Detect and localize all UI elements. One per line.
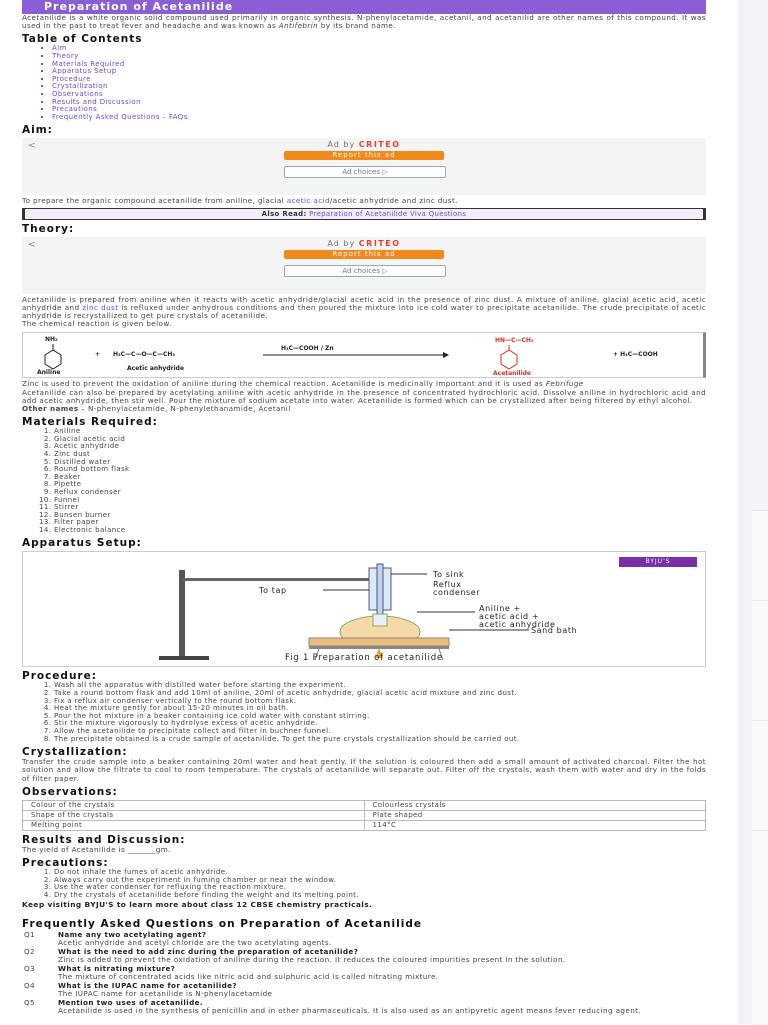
- table-cell: Melting point: [23, 820, 365, 830]
- precautions-list: [22, 869, 706, 899]
- material-item: 4. Zinc dust: [54, 451, 706, 459]
- ad-choices-icon-2: ▷: [382, 266, 388, 275]
- theory-p3: Zinc is used to prevent the oxidation of aniline during the chemical reaction. Acetanilide is medicinally important and it is used as: [22, 379, 544, 389]
- ad-choices-button-2[interactable]: [284, 265, 446, 277]
- febrifuge-text: Febrifuge: [545, 379, 584, 389]
- faq-question-text: What is the IUPAC name for acetanilide?: [58, 980, 237, 990]
- zinc-dust-link[interactable]: zinc dust: [82, 302, 119, 312]
- stand-rod: [179, 570, 185, 658]
- results-heading: Results and Discussion:: [22, 833, 186, 846]
- ad-banner-2[interactable]: [22, 237, 706, 294]
- ad-by-text: Ad by: [327, 140, 356, 150]
- criteo-logo: CRITEO: [358, 140, 401, 150]
- crystallization-text: Transfer the crude sample into a beaker containing 20ml water and heat gently. If the solution is coloured then add a small amount of activated charcoal. Filter the hot solution and allow the filtrate to cool to room temperature. The crystals of acetanilide will separate out. Filter off the crystals, wash them with water and dry in the folds of filter paper.: [22, 757, 706, 783]
- intro-tail: by its brand name.: [320, 21, 396, 31]
- procedure-step: 6. Stir the mixture vigorously to hydrolyse excess of acetic anhydride.: [54, 720, 706, 728]
- aniline-label: Aniline: [37, 369, 61, 377]
- toc-item-results[interactable]: ▪ Results and Discussion: [52, 99, 706, 107]
- materials-heading: Materials Required:: [22, 416, 158, 429]
- toc-heading: Table of Contents: [22, 33, 143, 46]
- criteo-logo-2: CRITEO: [358, 238, 401, 248]
- precaution-item: 2. Always carry out the experiment in fuming chamber or near the window.: [54, 877, 706, 885]
- faq-answer: The mixture of concentrated acids like nitric acid and sulphuric acid is called nitrating mixture.: [58, 971, 439, 981]
- sand-bath: [309, 638, 449, 646]
- aim-heading: Aim:: [22, 124, 53, 137]
- faq-question-text: Name any two acetylating agent?: [58, 929, 207, 939]
- procedure-step: 8. The precipitate obtained is a crude sample of acetanilide. To get the pure crystals crystallization should be carried out.: [54, 736, 706, 744]
- procedure-list: [22, 682, 706, 743]
- sidebar-panel: [752, 510, 768, 601]
- to-sink-label: To sink: [433, 570, 465, 580]
- report-ad-button-2[interactable]: Report this ad: [284, 250, 444, 259]
- faq-number: Q1: [24, 929, 36, 939]
- material-item: 9. Reflux condenser: [54, 489, 706, 497]
- ad-by-label-2: [22, 239, 706, 248]
- apparatus-heading: Apparatus Setup:: [22, 537, 142, 550]
- material-item: 7. Beaker: [54, 474, 706, 482]
- ad-back-icon-2[interactable]: <: [28, 239, 36, 250]
- procedure-step: 3. Fix a reflux air condenser vertically to the round bottom flask.: [54, 698, 706, 706]
- faq-answer: Acetic anhydride and acetyl chloride are the two acetylating agents.: [58, 937, 332, 947]
- also-read-link[interactable]: Preparation of Acetanilide Viva Questions: [309, 209, 467, 218]
- article: [22, 0, 706, 1015]
- faq-number: Q5: [24, 997, 36, 1007]
- table-cell: Colourless crystals: [364, 800, 706, 810]
- theory-paragraph-1: [22, 296, 706, 321]
- observations-table: [22, 800, 706, 831]
- table-cell: 114°C: [364, 820, 706, 830]
- faq-item: [22, 982, 706, 998]
- byproduct-label: + H₃C—COOH: [613, 351, 658, 359]
- procedure-step: 7. Allow the acetanilide to precipitate collect and filter in buchner funnel.: [54, 728, 706, 736]
- aim-text-b: /acetic anhydride and zinc dust.: [329, 196, 458, 206]
- condenser-label: condenser: [433, 588, 481, 598]
- faq-item: [22, 965, 706, 981]
- aniline-ring: [45, 350, 61, 369]
- faq-question-text: What is the need to add zinc during the preparation of acetanilide?: [58, 946, 359, 956]
- theory-p1-b: is refluxed under anhydrous conditions and then poured the mixture into ice cold water to precipitate acetanilide. The crude precipitate of acetic anhydride is recrystallized to get pure crystals of acetanilide.: [22, 302, 706, 320]
- also-read-label: Also Read:: [261, 209, 307, 218]
- toc-item-aim[interactable]: ▪ Aim: [52, 45, 706, 53]
- faq-answer: The IUPAC name for acetanilide is N-phenylacetamide: [58, 988, 273, 998]
- acetic-acid-link[interactable]: acetic acid: [286, 196, 330, 206]
- keep-visiting-note: Keep visiting BYJU'S to learn more about class 12 CBSE chemistry practicals.: [22, 900, 373, 910]
- precaution-item: 4. Dry the crystals of acetanilide before finding the weight and its melting point.: [54, 892, 706, 900]
- material-item: 13. Filter paper: [54, 519, 706, 527]
- faq-item: [22, 931, 706, 947]
- ad-by-text-2: Ad by: [327, 238, 356, 248]
- theory-paragraph-4: Acetanilide can also be prepared by acetylating aniline with acetic anhydride in the presence of concentrated hydrochloric acid. Dissolve aniline in hydrochloric acid and add acetic anhydride, then stir well. Pour the mixture of sodium acetate into water. Acetanilide is formed which can be crystallized after being filtered by ethyl alcohol.: [22, 387, 706, 405]
- right-sidebar: [738, 0, 768, 1024]
- acetanilide-label: Acetanilide: [493, 370, 531, 378]
- toc-item-faqs[interactable]: ▪ Frequently Asked Questions – FAQs: [52, 114, 706, 122]
- table-cell: Plate shaped: [364, 810, 706, 820]
- material-item: 5. Distilled water: [54, 459, 706, 467]
- table-row: [23, 820, 706, 830]
- mixture-label-2: acetic acid +: [479, 612, 540, 622]
- acetanilide-formula: HN—C—CH₃: [495, 337, 534, 345]
- apparatus-drawing: [23, 552, 707, 666]
- theory-p1-a: Acetanilide is prepared from aniline when it reacts with acetic anhydride/glacial acetic acid in the presence of zinc dust. A mixture of aniline, glacial acetic acid, acetic anhydride and: [22, 294, 706, 312]
- mixture-label-1: Aniline +: [479, 604, 521, 614]
- toc-list: [22, 45, 706, 121]
- page-title: Preparation of Acetanilide: [22, 0, 706, 14]
- ad-choices-label-2: Ad choices: [342, 266, 381, 275]
- material-item: 1. Aniline: [54, 428, 706, 436]
- ad-choices-label: Ad choices: [342, 168, 381, 177]
- intro-paragraph: [22, 14, 706, 30]
- material-item: 8. Pipette: [54, 481, 706, 489]
- faq-question: [22, 999, 706, 1007]
- faq-question-text: What is nitrating mixture?: [58, 963, 176, 973]
- aniline-nh2: NH₂: [45, 336, 58, 344]
- toc-item-materials[interactable]: ▪ Materials Required: [52, 61, 706, 69]
- procedure-step: 5. Pour the hot mixture in a beaker containing ice cold water with constant stirring.: [54, 713, 706, 721]
- procedure-step: 2. Take a round bottom flask and add 10ml of aniline, 20ml of acetic anhydride, glacial acetic acid mixture and zinc dust.: [54, 690, 706, 698]
- mixture-label-3: acetic anhydride: [479, 620, 556, 630]
- table-row: [23, 810, 706, 820]
- material-item: 12. Bunsen burner: [54, 512, 706, 520]
- faq-question: [22, 982, 706, 990]
- toc-item-procedure[interactable]: ▪ Procedure: [52, 76, 706, 84]
- materials-list: [22, 428, 706, 534]
- material-item: 6. Round bottom flask: [54, 466, 706, 474]
- to-tap-label: To tap: [259, 586, 287, 596]
- theory-heading: Theory:: [22, 222, 75, 235]
- reflux-label: Reflux: [433, 580, 462, 590]
- byjus-logo: BYJU'S: [619, 557, 697, 567]
- observations-heading: Observations:: [22, 785, 118, 798]
- table-cell: Colour of the crystals: [23, 800, 365, 810]
- reaction-scheme: [22, 332, 706, 378]
- material-item: 2. Glacial acetic acid: [54, 436, 706, 444]
- toc-item-apparatus[interactable]: ▪ Apparatus Setup: [52, 68, 706, 76]
- faq-question: [22, 931, 706, 939]
- toc-item-theory[interactable]: ▪ Theory: [52, 53, 706, 61]
- report-ad-button[interactable]: Report this ad: [284, 151, 444, 160]
- intro-brand: Antifebrin: [278, 21, 319, 31]
- faq-question: [22, 965, 706, 973]
- faq-number: Q4: [24, 980, 36, 990]
- ad-banner[interactable]: [22, 138, 706, 195]
- procedure-heading: Procedure:: [22, 670, 97, 683]
- toc-item-observations[interactable]: ▪ Observations: [52, 91, 706, 99]
- ad-choices-icon: ▷: [382, 168, 388, 177]
- material-item: 14. Electronic balance: [54, 527, 706, 535]
- condenser-inner: [377, 564, 383, 620]
- ad-choices-button[interactable]: [284, 166, 446, 178]
- ad-back-icon[interactable]: <: [28, 141, 36, 152]
- theory-paragraph-2: The chemical reaction is given below.: [22, 319, 172, 329]
- sidebar-panel: [752, 600, 768, 721]
- reaction-arrowhead: [443, 352, 449, 358]
- intro-text: Acetanilide is a white organic solid compound used primarily in organic synthesis. N-phenylacetamide, acetanil, and acetanilid are other names of this compound. It was used in the past to treat fever and headache and was known as: [22, 13, 706, 31]
- precaution-item: 1. Do not inhale the fumes of acetic anhydride.: [54, 869, 706, 877]
- table-row: [23, 800, 706, 810]
- other-names-label: Other names: [22, 403, 79, 413]
- apparatus-figure: [22, 551, 706, 667]
- procedure-step: 1. Wash all the apparatus with distilled water before starting the experiment.: [54, 682, 706, 690]
- other-names-value: – N-phenylacetamide, N-phenylethanamide, Acetanil: [81, 403, 291, 413]
- faq-heading: Frequently Asked Questions on Preparation of Acetanilide: [22, 917, 422, 930]
- reaction-conditions: H₃C—COOH / Zn: [281, 345, 334, 353]
- sand-bath-label: Sand bath: [531, 626, 578, 636]
- anhydride-label: Acetic anhydride: [127, 365, 185, 373]
- ad-by-label: [22, 140, 706, 152]
- precaution-item: 3. Use the water condenser for refluxing the reaction mixture.: [54, 884, 706, 892]
- toc-item-crystallization[interactable]: ▪ Crystallization: [52, 83, 706, 91]
- flask-neck: [373, 614, 387, 626]
- table-cell: Shape of the crystals: [23, 810, 365, 820]
- faq-question-text: Mention two uses of acetanilide.: [58, 997, 204, 1007]
- faq-number: Q2: [24, 946, 36, 956]
- aim-text-a: To prepare the organic compound acetanilide from aniline, glacial: [22, 196, 285, 206]
- also-read-box: [22, 208, 706, 220]
- aim-text: [22, 197, 706, 205]
- sidebar-panel: [752, 830, 768, 1025]
- anhydride-formula: H₃C—C—O—C—CH₃: [113, 351, 176, 359]
- faq-item: [22, 948, 706, 964]
- faq-number: Q3: [24, 963, 36, 973]
- clamp-arm: [183, 578, 383, 581]
- crystallization-heading: Crystallization:: [22, 746, 128, 759]
- sidebar-panel: [752, 720, 768, 831]
- material-item: 10. Funnel: [54, 497, 706, 505]
- precautions-heading: Precautions:: [22, 857, 109, 870]
- faq-answer: Acetanilide is used in the synthesis of penicillin and in other pharmaceuticals. It is also used as an antipyretic agent means fever reducing agent.: [58, 1005, 642, 1015]
- faq-item: [22, 999, 706, 1015]
- other-names: [22, 405, 706, 413]
- faq-answer: Zinc is added to prevent the oxidation of aniline during the reaction. It reduces the coloured impurities present in the solution.: [58, 954, 566, 964]
- figure-caption: Fig 1 Preparation of acetanilide: [285, 653, 443, 664]
- faq-question: [22, 948, 706, 956]
- material-item: 3. Acetic anhydride: [54, 443, 706, 451]
- acetanilide-ring: [501, 350, 517, 369]
- plus-sign: +: [95, 351, 101, 359]
- procedure-step: 4. Heat the mixture gently for about 15-20 minutes in oil bath.: [54, 705, 706, 713]
- toc-item-precautions[interactable]: ▪ Precautions: [52, 106, 706, 114]
- results-text: The yield of Acetanilide is _______gm.: [22, 844, 171, 854]
- material-item: 11. Stirrer: [54, 504, 706, 512]
